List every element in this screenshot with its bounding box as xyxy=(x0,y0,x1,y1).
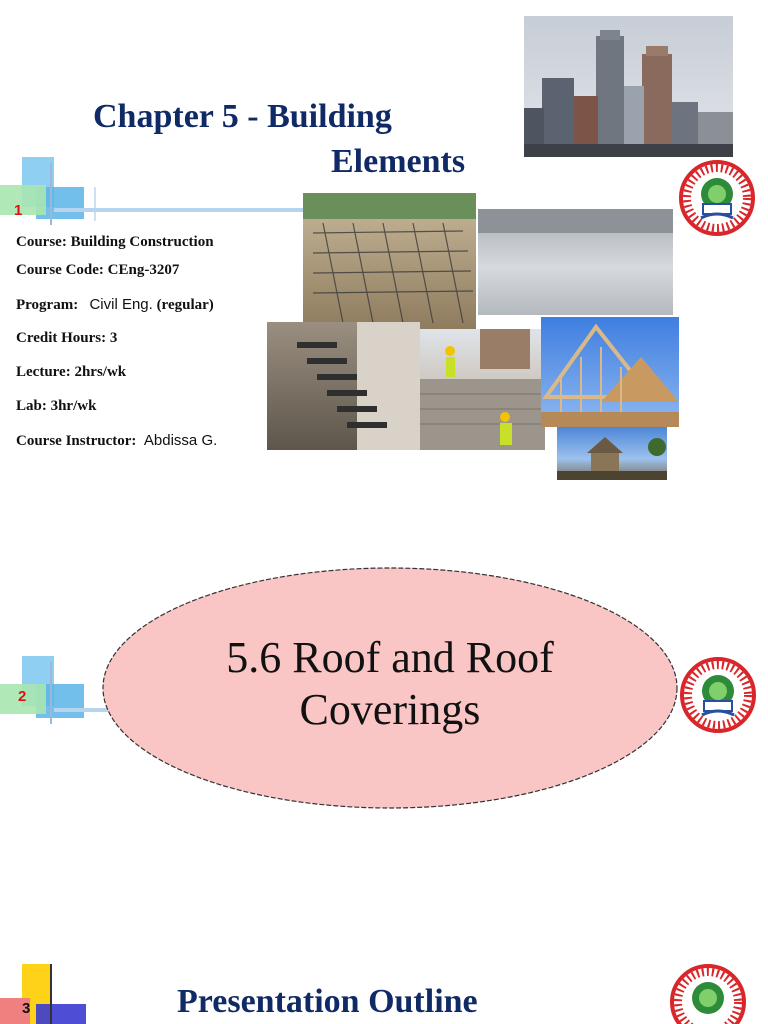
concrete-floor-photo xyxy=(478,209,673,315)
program-type: (regular) xyxy=(156,297,214,313)
program-label: Program: xyxy=(16,297,79,313)
credit-hours-label: Credit Hours: xyxy=(16,330,107,346)
city-skyline-photo xyxy=(524,16,733,157)
lecture-label: Lecture: xyxy=(16,364,71,380)
instructor-line xyxy=(16,432,217,450)
header-rule xyxy=(54,208,304,212)
course-code-label: Course Code: xyxy=(16,262,104,278)
course-label: Course: xyxy=(16,234,67,250)
course-line xyxy=(16,234,214,251)
section-heading-line1: 5.6 Roof and Roof xyxy=(226,633,554,682)
slide-1 xyxy=(0,0,768,500)
lecture-value: 2hrs/wk xyxy=(74,364,127,380)
slide-number: 3 xyxy=(22,1000,31,1017)
section-ellipse xyxy=(101,566,679,810)
timber-roof-frame-photo xyxy=(541,317,679,427)
lab-label: Lab: xyxy=(16,398,47,414)
corner-decoration xyxy=(0,964,100,1024)
university-logo xyxy=(670,964,746,1024)
course-code-line xyxy=(16,262,179,279)
credit-hours-value: 3 xyxy=(109,330,118,346)
lab-value: 3hr/wk xyxy=(50,398,97,414)
university-logo xyxy=(679,160,755,236)
rebar-foundation-photo xyxy=(303,193,476,331)
section-heading-line2: Coverings xyxy=(299,685,481,734)
course-code-value: CEng-3207 xyxy=(107,262,180,278)
course-value: Building Construction xyxy=(70,234,214,250)
presentation-outline-heading: Presentation Outline xyxy=(177,983,478,1020)
slide-title-line2: Elements xyxy=(331,143,466,180)
traditional-hut-photo xyxy=(557,427,667,480)
slide-title-line1: Chapter 5 - Building xyxy=(93,98,392,135)
instructor-label: Course Instructor: xyxy=(16,433,137,449)
credit-hours-line xyxy=(16,330,117,347)
slide-3 xyxy=(0,940,768,1024)
corner-decoration xyxy=(0,654,110,724)
slide-2 xyxy=(0,500,768,940)
stair-formwork-photo xyxy=(267,322,420,450)
program-value: Civil Eng. xyxy=(89,296,153,313)
slide-number: 1 xyxy=(14,202,23,219)
university-logo xyxy=(680,657,756,733)
masonry-workers-photo xyxy=(420,329,545,450)
lab-line xyxy=(16,398,96,415)
lecture-line xyxy=(16,364,126,381)
instructor-value: Abdissa G. xyxy=(143,432,218,449)
slide-number: 2 xyxy=(18,688,27,705)
program-line xyxy=(16,296,214,314)
